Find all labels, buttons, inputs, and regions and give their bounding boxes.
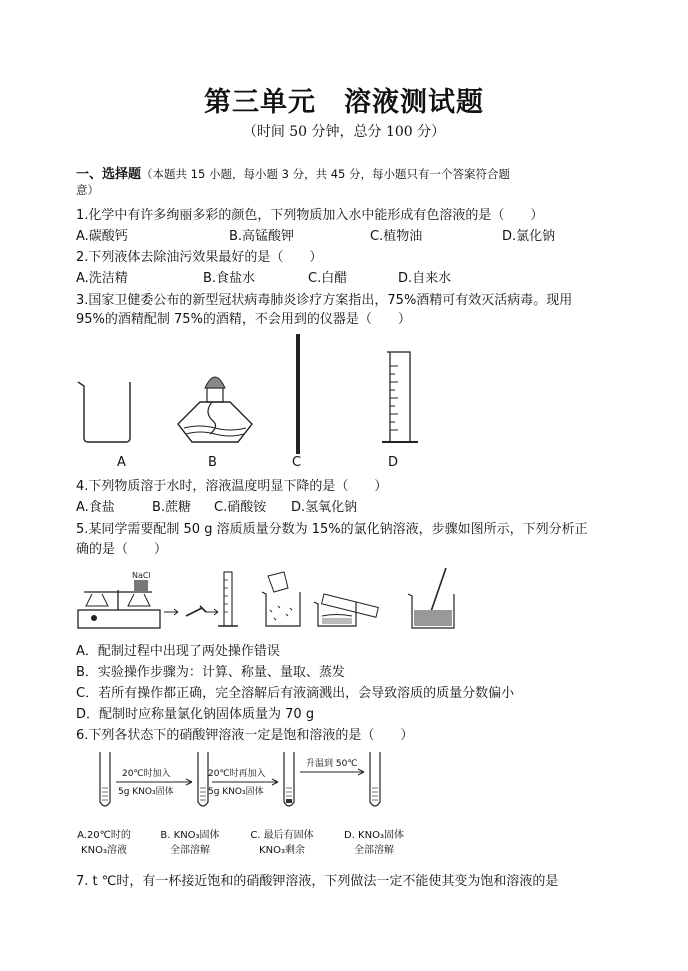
q5-stem-1: 5.某同学需要配制 50 g 溶质质量分数为 15%的氯化钠溶液，步骤如图所示，下列分析正 (76, 522, 588, 537)
q6-caption-c: C. 最后有固体 KNO₃剩余 (250, 830, 314, 856)
arrow-icon (206, 609, 218, 615)
q5-option-c: C．若所有操作都正确，完全溶解后有液滴溅出，会导致溶质的质量分数偏小 (76, 686, 515, 701)
section-heading: 一、选择题 (76, 167, 142, 182)
q1-stem: 1.化学中有许多绚丽多彩的颜色，下列物质加入水中能形成有色溶液的是（ ） (76, 208, 544, 223)
arrow-icon (164, 609, 178, 615)
q6-stem: 6.下列各状态下的硝酸钾溶液一定是饱和溶液的是（ ） (76, 728, 414, 743)
q4-option-c: C.硝酸铵 (214, 500, 267, 515)
pouring-cylinder-icon (314, 594, 378, 626)
graduated-cylinder-icon (382, 352, 418, 442)
q3-label-d: D (388, 455, 399, 470)
q6-captions (68, 826, 404, 860)
q1-option-d: D.氯化钠 (502, 229, 556, 244)
q3-apparatus-figure (60, 330, 440, 470)
test-tube-a-icon (100, 752, 110, 806)
q5-steps-figure (74, 566, 474, 634)
q6-process-figure (74, 748, 444, 812)
q3-stem-1: 3.国家卫健委公布的新型冠状病毒肺炎诊疗方案指出，75%酒精可有效灭活病毒。现用 (76, 293, 573, 308)
test-tube-c-icon (284, 752, 294, 806)
section-note-cont: 意） (76, 183, 99, 197)
alcohol-lamp-icon (178, 377, 252, 442)
q4-option-b: B.蔗糖 (152, 500, 192, 515)
q1-option-c: C.植物油 (370, 229, 423, 244)
q5-option-a: A．配制过程中出现了两处操作错误 (76, 644, 280, 659)
glass-rod-icon (296, 334, 300, 454)
q1-option-b: B.高锰酸钾 (229, 229, 295, 244)
q6-caption-d: D. KNO₃固体 全部溶解 (344, 830, 404, 856)
balance-icon (78, 580, 160, 628)
graduated-cylinder-icon (218, 572, 238, 626)
page-subtitle: （时间 50 分钟，总分 100 分） (242, 124, 446, 140)
q3-label-c: C (292, 455, 302, 470)
section-heading-row (76, 163, 510, 182)
test-tube-d-icon (370, 752, 380, 806)
stirring-beaker-icon (408, 568, 454, 628)
q2-option-b: B.食盐水 (203, 271, 256, 286)
q5-stem-2: 确的是（ ） (76, 542, 168, 557)
q2-option-c: C.白醋 (308, 271, 348, 286)
q6-caption-a: A.20℃时的 KNO₃溶液 (77, 830, 131, 856)
q5-option-d: D．配制时应称量氯化钠固体质量为 70 g (76, 707, 315, 722)
page-title: 第三单元 溶液测试题 (204, 87, 484, 118)
q4-option-a: A.食盐 (76, 500, 115, 515)
q4-stem: 4.下列物质溶于水时，溶液温度明显下降的是（ ） (76, 479, 388, 494)
arrow2-bottom-text: 5g KNO₃固体 (208, 787, 264, 797)
q1-option-a: A.碳酸钙 (76, 229, 128, 244)
section-note: （本题共 15 小题，每小题 3 分，共 45 分，每小题只有一个答案符合题 (141, 167, 511, 181)
q3-label-a: A (117, 455, 126, 470)
q2-option-a: A.洗洁精 (76, 271, 128, 286)
spatula-icon (186, 606, 206, 616)
q7-stem: 7. t ℃时，有一杯接近饱和的硝酸钾溶液，下列做法一定不能使其变为饱和溶液的是 (76, 874, 559, 889)
arrow1-bottom-text: 5g KNO₃固体 (118, 787, 174, 797)
nacl-label: NaCl (132, 571, 151, 580)
test-tube-b-icon (198, 752, 208, 806)
beaker-with-funnel-icon (262, 572, 300, 626)
q3-label-b: B (208, 455, 217, 470)
q4-option-d: D.氢氧化钠 (291, 500, 358, 515)
beaker-icon (78, 382, 130, 442)
arrow2-top-text: 20℃时再加入 (208, 769, 266, 779)
q6-caption-b: B. KNO₃固体 全部溶解 (160, 830, 220, 856)
arrow3-top-text: 升温到 50℃ (306, 759, 358, 769)
q3-stem-2: 95%的酒精配制 75%的酒精，不会用到的仪器是（ ） (76, 312, 411, 327)
arrow1-top-text: 20℃时加入 (122, 769, 171, 779)
q2-option-d: D.自来水 (398, 271, 452, 286)
q5-option-b: B．实验操作步骤为：计算、称量、量取、蒸发 (76, 665, 345, 680)
q2-stem: 2.下列液体去除油污效果最好的是（ ） (76, 250, 323, 265)
